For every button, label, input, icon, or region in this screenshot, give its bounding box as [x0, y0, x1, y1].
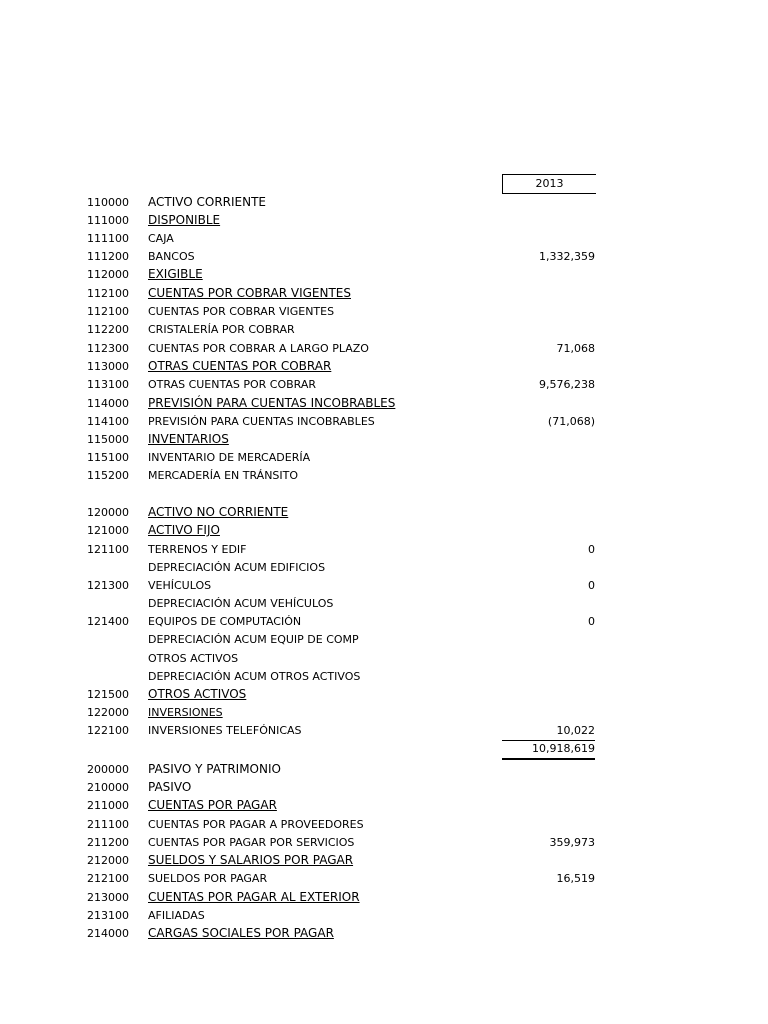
account-label: PASIVO Y PATRIMONIO: [148, 762, 281, 776]
account-code: 211100: [87, 818, 129, 831]
account-label: INVERSIONES: [148, 706, 223, 719]
account-label: DEPRECIACIÓN ACUM EQUIP DE COMP: [148, 633, 359, 646]
account-row: [0, 449, 768, 467]
account-label: CUENTAS POR PAGAR AL EXTERIOR: [148, 890, 360, 904]
year-header: 2013: [502, 174, 596, 194]
account-row: [0, 889, 768, 907]
subtotal-rule: [502, 740, 595, 741]
account-amount: 16,519: [556, 872, 595, 885]
account-code: 214000: [87, 927, 129, 940]
account-code: 211000: [87, 799, 129, 812]
account-code: 112000: [87, 268, 129, 281]
account-code: 111100: [87, 232, 129, 245]
account-label: OTROS ACTIVOS: [148, 652, 239, 665]
account-code: 112100: [87, 305, 129, 318]
account-row: [0, 413, 768, 431]
account-label: AFILIADAS: [148, 909, 205, 922]
account-label: BANCOS: [148, 250, 195, 263]
account-label: PREVISIÓN PARA CUENTAS INCOBRABLES: [148, 396, 396, 410]
account-label: DEPRECIACIÓN ACUM EDIFICIOS: [148, 561, 326, 574]
account-row: [0, 321, 768, 339]
account-amount: 0: [588, 579, 595, 592]
account-label: VEHÍCULOS: [148, 579, 212, 592]
account-row: [0, 650, 768, 668]
account-amount: 0: [588, 543, 595, 556]
total-amount: 10,918,619: [532, 742, 595, 755]
account-code: 122000: [87, 706, 129, 719]
account-code: 212100: [87, 872, 129, 885]
account-label: ACTIVO NO CORRIENTE: [148, 505, 289, 519]
account-label: CUENTAS POR COBRAR A LARGO PLAZO: [148, 342, 369, 355]
account-label: MERCADERÍA EN TRÁNSITO: [148, 469, 299, 482]
account-code: 111000: [87, 214, 129, 227]
account-label: ACTIVO CORRIENTE: [148, 195, 267, 209]
account-label: EXIGIBLE: [148, 267, 203, 281]
account-label: PREVISIÓN PARA CUENTAS INCOBRABLES: [148, 415, 375, 428]
account-row: [0, 668, 768, 686]
total-row: [0, 740, 768, 758]
account-code: 200000: [87, 763, 129, 776]
account-code: 121500: [87, 688, 129, 701]
account-code: 213100: [87, 909, 129, 922]
account-code: 115100: [87, 451, 129, 464]
account-row: [0, 925, 768, 943]
account-row: [0, 907, 768, 925]
account-label: INVERSIONES TELEFÓNICAS: [148, 724, 302, 737]
account-row: [0, 303, 768, 321]
account-label: TERRENOS Y EDIF: [148, 543, 247, 556]
account-row: [0, 230, 768, 248]
account-label: CUENTAS POR COBRAR VIGENTES: [148, 305, 335, 318]
account-label: SUELDOS POR PAGAR: [148, 872, 268, 885]
account-code: 122100: [87, 724, 129, 737]
account-code: 115000: [87, 433, 129, 446]
account-label: INVENTARIO DE MERCADERÍA: [148, 451, 311, 464]
account-code: 112100: [87, 287, 129, 300]
account-amount: 1,332,359: [539, 250, 595, 263]
account-label: CUENTAS POR PAGAR POR SERVICIOS: [148, 836, 355, 849]
account-row: [0, 686, 768, 704]
account-label: DISPONIBLE: [148, 213, 221, 227]
account-code: 212000: [87, 854, 129, 867]
account-row: [0, 522, 768, 540]
account-row: [0, 395, 768, 413]
account-code: 121100: [87, 543, 129, 556]
account-row: [0, 613, 768, 631]
account-code: 111200: [87, 250, 129, 263]
account-row: [0, 761, 768, 779]
account-row: [0, 631, 768, 649]
account-row: [0, 779, 768, 797]
account-label: CUENTAS POR PAGAR: [148, 798, 277, 812]
account-code: 120000: [87, 506, 129, 519]
account-row: [0, 797, 768, 815]
account-amount: 359,973: [549, 836, 595, 849]
account-row: [0, 595, 768, 613]
spacer-row: [0, 486, 768, 504]
account-row: [0, 194, 768, 212]
account-row: [0, 358, 768, 376]
account-label: INVENTARIOS: [148, 432, 229, 446]
account-code: 121400: [87, 615, 129, 628]
account-label: CUENTAS POR PAGAR A PROVEEDORES: [148, 818, 364, 831]
account-code: 211200: [87, 836, 129, 849]
account-row: [0, 704, 768, 722]
account-label: CAJA: [148, 232, 174, 245]
account-row: [0, 834, 768, 852]
account-row: [0, 266, 768, 284]
account-row: [0, 504, 768, 522]
account-amount: (71,068): [547, 415, 595, 428]
account-label: CRISTALERÍA POR COBRAR: [148, 323, 295, 336]
account-row: [0, 431, 768, 449]
account-code: 213000: [87, 891, 129, 904]
account-label: CUENTAS POR COBRAR VIGENTES: [148, 286, 351, 300]
account-row: [0, 559, 768, 577]
account-row: [0, 870, 768, 888]
account-row: [0, 722, 768, 740]
account-row: [0, 467, 768, 485]
account-label: OTRAS CUENTAS POR COBRAR: [148, 359, 332, 373]
account-code: 121000: [87, 524, 129, 537]
account-label: OTROS ACTIVOS: [148, 687, 247, 701]
account-code: 110000: [87, 196, 129, 209]
account-label: CARGAS SOCIALES POR PAGAR: [148, 926, 334, 940]
account-label: ACTIVO FIJO: [148, 523, 220, 537]
account-label: DEPRECIACIÓN ACUM OTROS ACTIVOS: [148, 670, 361, 683]
account-row: [0, 376, 768, 394]
account-row: [0, 248, 768, 266]
account-code: 114100: [87, 415, 129, 428]
account-code: 113100: [87, 378, 129, 391]
account-label: EQUIPOS DE COMPUTACIÓN: [148, 615, 302, 628]
account-code: 115200: [87, 469, 129, 482]
account-row: [0, 541, 768, 559]
account-code: 112200: [87, 323, 129, 336]
account-amount: 71,068: [556, 342, 595, 355]
account-code: 112300: [87, 342, 129, 355]
account-label: SUELDOS Y SALARIOS POR PAGAR: [148, 853, 354, 867]
account-label: OTRAS CUENTAS POR COBRAR: [148, 378, 317, 391]
account-label: PASIVO: [148, 780, 192, 794]
account-row: [0, 340, 768, 358]
account-row: [0, 577, 768, 595]
account-row: [0, 816, 768, 834]
account-amount: 10,022: [556, 724, 595, 737]
account-amount: 9,576,238: [539, 378, 595, 391]
account-code: 113000: [87, 360, 129, 373]
account-label: DEPRECIACIÓN ACUM VEHÍCULOS: [148, 597, 334, 610]
account-code: 114000: [87, 397, 129, 410]
account-row: [0, 285, 768, 303]
account-amount: 0: [588, 615, 595, 628]
account-row: [0, 852, 768, 870]
total-rule: [502, 758, 595, 760]
account-code: 121300: [87, 579, 129, 592]
account-row: [0, 212, 768, 230]
account-code: 210000: [87, 781, 129, 794]
